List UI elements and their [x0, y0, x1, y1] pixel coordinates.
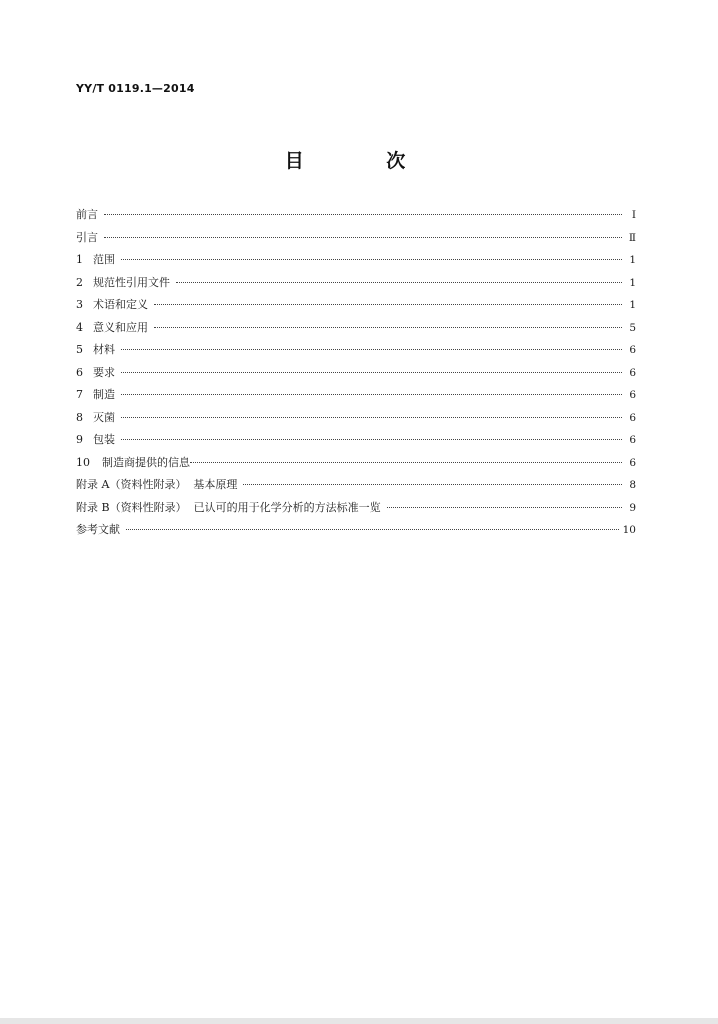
- toc-leader-dots: [243, 484, 622, 485]
- toc-entry-page: 1: [629, 254, 636, 266]
- toc-entry-introduction[interactable]: [76, 227, 636, 250]
- toc-entry-number: 5: [76, 343, 83, 356]
- toc-entry-foreword[interactable]: [76, 204, 636, 227]
- toc-entry-number: 3: [76, 298, 83, 311]
- toc-leader-dots: [176, 282, 622, 283]
- toc-leader-dots: [104, 237, 622, 238]
- toc-entry-requirements[interactable]: [76, 362, 636, 385]
- toc-entry-label: 范围: [93, 253, 115, 266]
- toc-entry-label: 参考文献: [76, 523, 120, 536]
- toc-entry-page: 10: [622, 524, 636, 536]
- toc-entry-packaging[interactable]: [76, 429, 636, 452]
- toc-entry-label: 术语和定义: [93, 298, 148, 311]
- toc-entry-sterilization[interactable]: [76, 407, 636, 430]
- toc-leader-dots: [121, 372, 622, 373]
- toc-entry-page: 9: [629, 501, 636, 514]
- toc-entry-page: 6: [629, 344, 636, 356]
- toc-entry-materials[interactable]: [76, 339, 636, 362]
- toc-entry-manufacturer-information[interactable]: [76, 452, 636, 475]
- toc-entry-terms-definitions[interactable]: [76, 294, 636, 317]
- toc-entry-number: 6: [76, 365, 83, 379]
- toc-entry-number: 2: [76, 275, 83, 289]
- toc-entry-label: 包装: [93, 433, 115, 446]
- toc-leader-dots: [121, 439, 622, 440]
- toc-entry-label: 规范性引用文件: [93, 275, 170, 289]
- toc-leader-dots: [387, 507, 622, 508]
- toc-entry-manufacture[interactable]: [76, 384, 636, 407]
- toc-leader-dots: [121, 349, 622, 350]
- toc-entry-page: 6: [629, 434, 636, 446]
- toc-entry-label: 材料: [93, 343, 115, 356]
- toc-entry-page: 6: [629, 411, 636, 424]
- toc-leader-dots: [121, 394, 622, 395]
- toc-entry-page: 5: [629, 321, 636, 334]
- toc-entry-number: 4: [76, 320, 83, 334]
- toc-entry-number: 8: [76, 410, 83, 424]
- toc-entry-label: 附录 A（资料性附录） 基本原理: [76, 478, 238, 491]
- toc-entry-page: Ⅰ: [631, 209, 636, 221]
- toc-entry-number: 7: [76, 388, 83, 401]
- toc-leader-dots: [126, 529, 619, 530]
- toc-entry-annex-b[interactable]: [76, 497, 636, 520]
- toc-entry-page: 6: [629, 366, 636, 379]
- toc-entry-significance-use[interactable]: [76, 317, 636, 340]
- toc-leader-dots: [121, 417, 622, 418]
- toc-entry-number: 9: [76, 433, 83, 446]
- toc-entry-number: 10: [76, 455, 90, 469]
- toc-entry-label: 附录 B（资料性附录） 已认可的用于化学分析的方法标准一览: [76, 500, 381, 514]
- toc-leader-dots: [154, 304, 622, 305]
- toc-entry-label: 意义和应用: [93, 320, 148, 334]
- toc-entry-label: 引言: [76, 230, 98, 244]
- page-bottom-edge: [0, 1018, 718, 1024]
- toc-entry-page: 1: [629, 299, 636, 311]
- toc-entry-bibliography[interactable]: [76, 519, 636, 542]
- table-of-contents: [76, 204, 636, 542]
- toc-entry-page: 6: [629, 389, 636, 401]
- toc-entry-label: 前言: [76, 208, 98, 221]
- toc-entry-label: 制造商提供的信息: [102, 455, 190, 469]
- toc-leader-dots: [104, 214, 622, 215]
- toc-title: 目 次: [284, 150, 444, 172]
- standard-number: YY/T 0119.1—2014: [76, 82, 195, 95]
- toc-leader-dots: [154, 327, 622, 328]
- toc-entry-page: 1: [629, 276, 636, 289]
- toc-leader-dots: [190, 462, 622, 463]
- toc-leader-dots: [121, 259, 622, 260]
- toc-entry-number: 1: [76, 253, 83, 266]
- toc-entry-page: 6: [629, 456, 636, 469]
- toc-entry-scope[interactable]: [76, 249, 636, 272]
- toc-entry-label: 灭菌: [93, 410, 115, 424]
- toc-entry-annex-a[interactable]: [76, 474, 636, 497]
- toc-entry-page: Ⅱ: [628, 231, 636, 244]
- toc-entry-label: 制造: [93, 388, 115, 401]
- toc-entry-label: 要求: [93, 365, 115, 379]
- toc-entry-page: 8: [629, 479, 636, 491]
- toc-entry-normative-references[interactable]: [76, 272, 636, 295]
